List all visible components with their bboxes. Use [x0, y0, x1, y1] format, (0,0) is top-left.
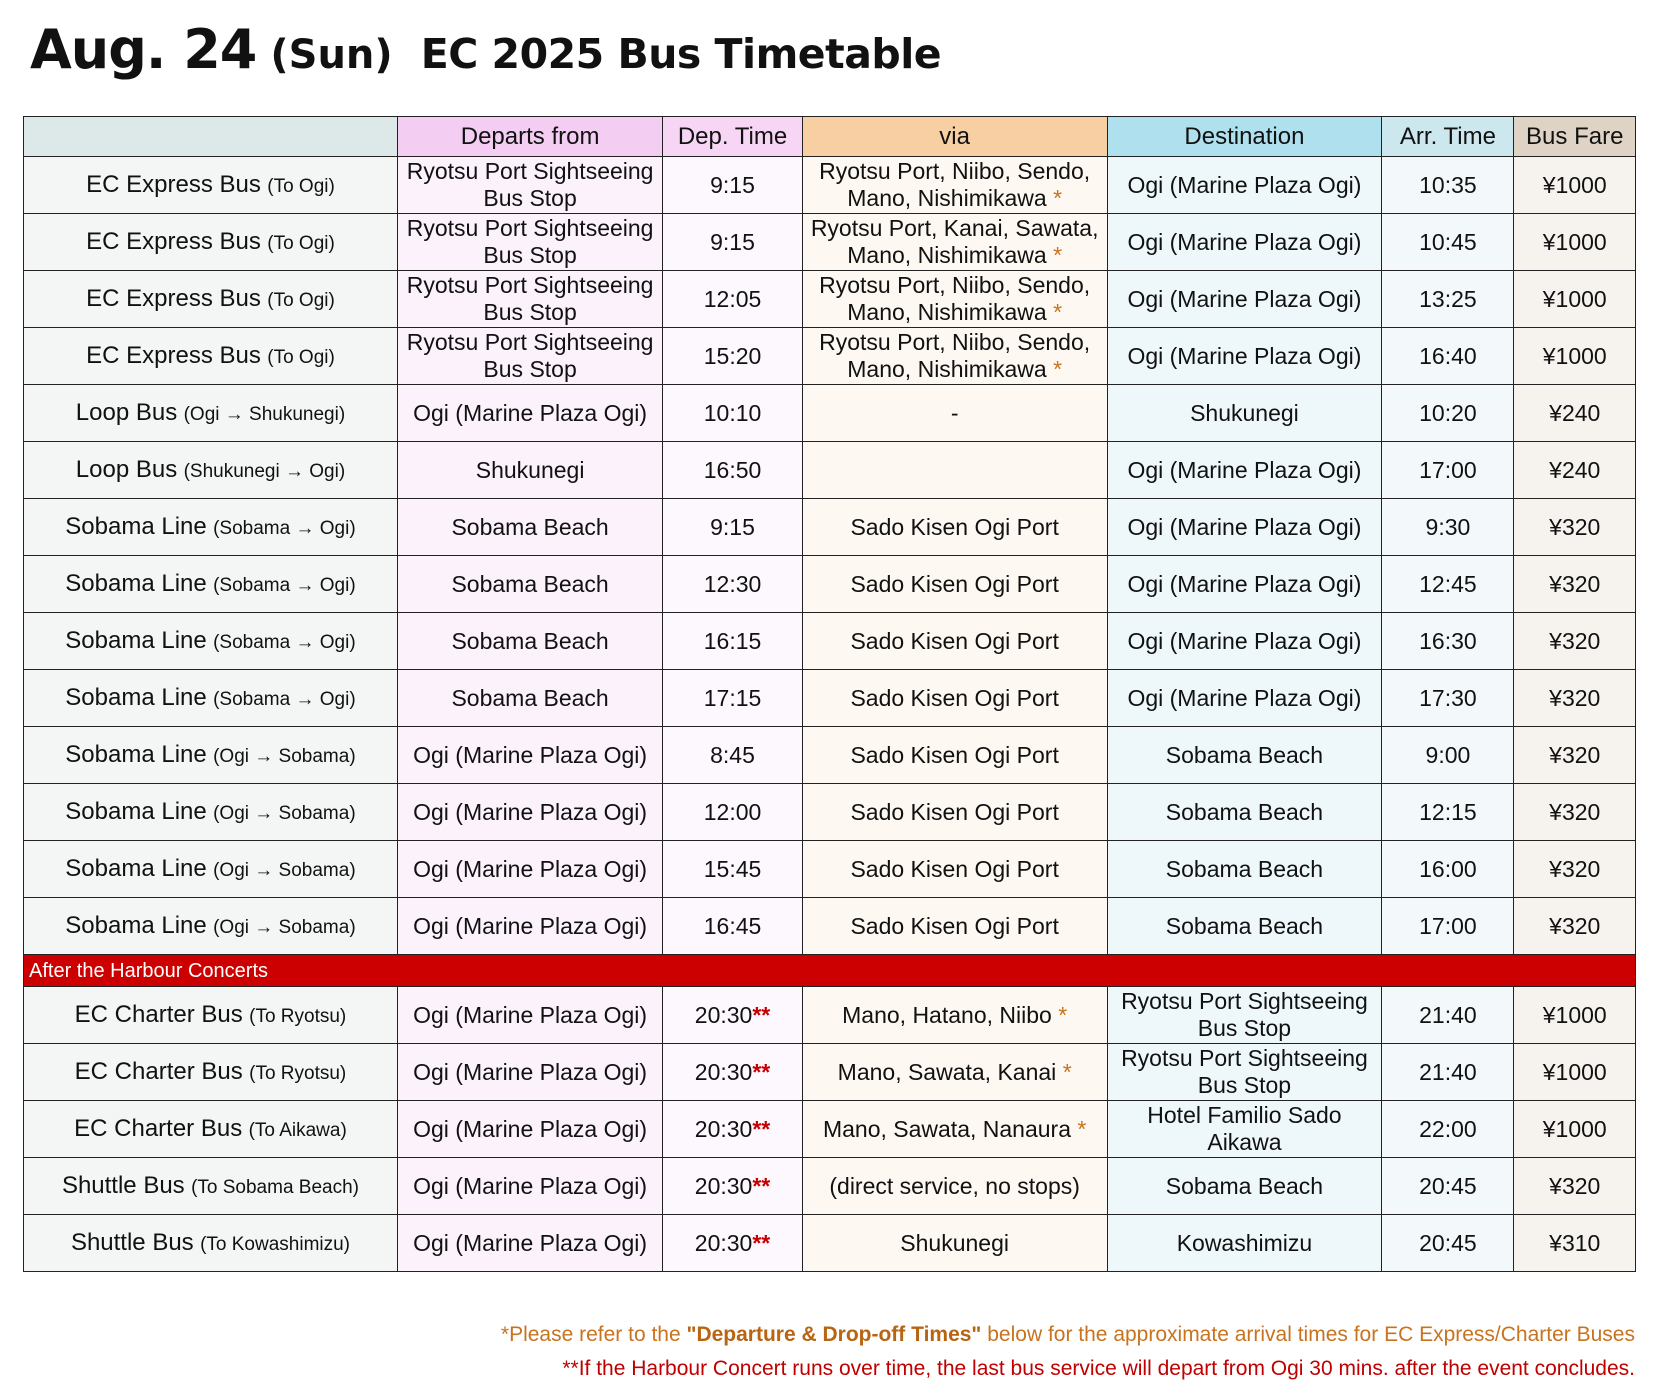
destination-cell: Ogi (Marine Plaza Ogi) — [1107, 271, 1382, 328]
route-direction: (Ogi → Sobama) — [213, 916, 356, 938]
route-direction: (To Sobama Beach) — [191, 1176, 359, 1198]
route-direction: (Ogi → Sobama) — [213, 745, 356, 767]
via-stops: Sado Kisen Ogi Port — [850, 912, 1059, 939]
dep-time-cell — [663, 214, 803, 271]
route-direction: (Ogi → Shukunegi) — [183, 403, 346, 425]
route-direction: (To Ogi) — [267, 346, 335, 368]
destination-cell: Ogi (Marine Plaza Ogi) — [1107, 157, 1382, 214]
departs-from-cell: Sobama Beach — [397, 499, 662, 556]
via-mark: * — [1077, 1115, 1087, 1142]
route-cell — [24, 898, 398, 955]
route-direction: (To Ogi) — [267, 232, 335, 254]
dep-time-cell — [663, 613, 803, 670]
dep-time-cell — [663, 670, 803, 727]
route-cell — [24, 987, 398, 1044]
departs-from-cell: Sobama Beach — [397, 613, 662, 670]
table-row — [24, 1215, 1636, 1272]
departs-from-cell: Ogi (Marine Plaza Ogi) — [397, 1215, 662, 1272]
via-stops: - — [950, 399, 959, 426]
via-cell — [802, 499, 1107, 556]
destination-cell: Ogi (Marine Plaza Ogi) — [1107, 214, 1382, 271]
route-direction: (Sobama → Ogi) — [213, 631, 356, 653]
route-cell — [24, 613, 398, 670]
via-stops: Ryotsu Port, Niibo, Sendo, Mano, Nishimikawa — [819, 272, 1091, 325]
arr-time-cell: 17:30 — [1382, 670, 1514, 727]
route-direction: (Sobama → Ogi) — [213, 688, 356, 710]
via-stops: Sado Kisen Ogi Port — [850, 684, 1059, 711]
timetable-body — [24, 157, 1636, 1272]
via-stops: Sado Kisen Ogi Port — [850, 570, 1059, 597]
via-cell — [802, 556, 1107, 613]
destination-cell: Sobama Beach — [1107, 784, 1382, 841]
route-name: Loop Bus — [75, 398, 178, 426]
via-stops: Mano, Sawata, Kanai — [837, 1058, 1057, 1085]
route-cell — [24, 271, 398, 328]
destination-cell: Ogi (Marine Plaza Ogi) — [1107, 613, 1382, 670]
route-cell — [24, 1158, 398, 1215]
route-cell — [24, 499, 398, 556]
via-cell — [802, 328, 1107, 385]
route-direction: (To Aikawa) — [248, 1119, 347, 1141]
route-name: EC Charter Bus — [74, 1000, 243, 1028]
via-mark: * — [1062, 1058, 1072, 1085]
route-name: Sobama Line — [65, 797, 207, 825]
route-name: Sobama Line — [65, 854, 207, 882]
departs-from-cell: Ryotsu Port Sightseeing Bus Stop — [397, 271, 662, 328]
bus-fare-cell: ¥1000 — [1514, 987, 1636, 1044]
footnote-arrival-times: *Please refer to the "Departure & Drop-off Times" below for the approximate arrival times for EC Express/Charter Buses — [500, 1323, 1635, 1346]
bus-fare-cell: ¥1000 — [1514, 1101, 1636, 1158]
dep-time-cell — [663, 157, 803, 214]
route-cell — [24, 328, 398, 385]
via-stops: Sado Kisen Ogi Port — [850, 741, 1059, 768]
dep-time-cell — [663, 898, 803, 955]
table-row — [24, 784, 1636, 841]
via-stops: Sado Kisen Ogi Port — [850, 513, 1059, 540]
arr-time-cell: 21:40 — [1382, 1044, 1514, 1101]
departs-from-cell: Ryotsu Port Sightseeing Bus Stop — [397, 328, 662, 385]
destination-cell: Ogi (Marine Plaza Ogi) — [1107, 556, 1382, 613]
route-name: EC Express Bus — [86, 341, 261, 369]
route-name: Sobama Line — [65, 911, 207, 939]
bus-fare-cell: ¥320 — [1514, 670, 1636, 727]
dep-time: 15:45 — [703, 855, 762, 882]
dep-time-cell — [663, 1044, 803, 1101]
bus-fare-cell: ¥1000 — [1514, 157, 1636, 214]
dep-time-mark: ** — [752, 1001, 771, 1028]
bus-fare-cell: ¥310 — [1514, 1215, 1636, 1272]
arr-time-cell: 10:45 — [1382, 214, 1514, 271]
destination-cell: Ogi (Marine Plaza Ogi) — [1107, 670, 1382, 727]
route-direction: (Ogi → Sobama) — [213, 802, 356, 824]
dep-time-cell — [663, 727, 803, 784]
table-row — [24, 499, 1636, 556]
destination-cell: Shukunegi — [1107, 385, 1382, 442]
section-label: After the Harbour Concerts — [24, 955, 1636, 987]
via-cell — [802, 898, 1107, 955]
route-cell — [24, 841, 398, 898]
destination-cell: Hotel Familio Sado Aikawa — [1107, 1101, 1382, 1158]
route-cell — [24, 1044, 398, 1101]
via-cell — [802, 784, 1107, 841]
dep-time: 16:50 — [703, 456, 762, 483]
via-stops: Ryotsu Port, Niibo, Sendo, Mano, Nishimikawa — [819, 158, 1091, 211]
via-cell — [802, 670, 1107, 727]
via-cell — [802, 841, 1107, 898]
destination-cell: Ryotsu Port Sightseeing Bus Stop — [1107, 1044, 1382, 1101]
route-cell — [24, 385, 398, 442]
table-row — [24, 1158, 1636, 1215]
arr-time-cell: 16:00 — [1382, 841, 1514, 898]
destination-cell: Sobama Beach — [1107, 1158, 1382, 1215]
via-cell — [802, 271, 1107, 328]
bus-fare-cell: ¥320 — [1514, 898, 1636, 955]
table-row — [24, 727, 1636, 784]
table-row — [24, 385, 1636, 442]
route-direction: (Shukunegi → Ogi) — [183, 460, 346, 482]
arr-time-cell: 9:30 — [1382, 499, 1514, 556]
departs-from-cell: Ogi (Marine Plaza Ogi) — [397, 898, 662, 955]
arr-time-cell: 20:45 — [1382, 1215, 1514, 1272]
dep-time-cell — [663, 1158, 803, 1215]
via-mark: * — [1058, 1001, 1068, 1028]
via-stops: Mano, Sawata, Nanaura — [822, 1115, 1071, 1142]
bus-fare-cell: ¥1000 — [1514, 328, 1636, 385]
arr-time-cell: 13:25 — [1382, 271, 1514, 328]
footnote-concert-overtime: **If the Harbour Concert runs over time, the last bus service will depart from Ogi 30 mins. after the event concludes. — [562, 1357, 1635, 1380]
departs-from-cell: Shukunegi — [397, 442, 662, 499]
section-row — [24, 955, 1636, 987]
route-name: EC Express Bus — [86, 170, 261, 198]
table-row — [24, 1101, 1636, 1158]
route-direction: (To Ogi) — [267, 289, 335, 311]
route-cell — [24, 1215, 398, 1272]
bus-fare-cell: ¥240 — [1514, 442, 1636, 499]
dep-time-mark: ** — [752, 1058, 771, 1085]
route-cell — [24, 727, 398, 784]
bus-fare-cell: ¥320 — [1514, 841, 1636, 898]
route-direction: (Ogi → Sobama) — [213, 859, 356, 881]
dep-time: 16:15 — [703, 627, 762, 654]
table-row — [24, 898, 1636, 955]
dep-time: 12:05 — [703, 285, 762, 312]
dep-time: 20:30 — [694, 1058, 753, 1085]
arr-time-cell: 16:40 — [1382, 328, 1514, 385]
bus-fare-cell: ¥320 — [1514, 556, 1636, 613]
dep-time-cell — [663, 442, 803, 499]
via-stops: (direct service, no stops) — [829, 1172, 1080, 1199]
dep-time-cell — [663, 271, 803, 328]
route-name: Shuttle Bus — [61, 1171, 185, 1199]
table-row — [24, 442, 1636, 499]
table-row — [24, 987, 1636, 1044]
arr-time-cell: 10:20 — [1382, 385, 1514, 442]
header-route — [24, 117, 398, 157]
via-mark: * — [1053, 185, 1063, 211]
route-cell — [24, 442, 398, 499]
dep-time-cell — [663, 1215, 803, 1272]
route-cell — [24, 784, 398, 841]
via-cell — [802, 1215, 1107, 1272]
via-stops: Sado Kisen Ogi Port — [850, 627, 1059, 654]
header-via: via — [802, 117, 1107, 157]
table-row — [24, 841, 1636, 898]
destination-cell: Sobama Beach — [1107, 841, 1382, 898]
dep-time: 9:15 — [710, 228, 755, 255]
header-arr-time: Arr. Time — [1382, 117, 1514, 157]
route-name: EC Express Bus — [86, 284, 261, 312]
route-cell — [24, 556, 398, 613]
arr-time-cell: 9:00 — [1382, 727, 1514, 784]
via-stops: Sado Kisen Ogi Port — [850, 855, 1059, 882]
departs-from-cell: Ryotsu Port Sightseeing Bus Stop — [397, 157, 662, 214]
bus-fare-cell: ¥320 — [1514, 613, 1636, 670]
dep-time-cell — [663, 987, 803, 1044]
dep-time: 9:15 — [710, 171, 755, 198]
destination-cell: Ryotsu Port Sightseeing Bus Stop — [1107, 987, 1382, 1044]
header-row — [24, 117, 1636, 157]
route-direction: (Sobama → Ogi) — [213, 574, 356, 596]
arr-time-cell: 12:45 — [1382, 556, 1514, 613]
table-row — [24, 556, 1636, 613]
bus-fare-cell: ¥240 — [1514, 385, 1636, 442]
dep-time: 8:45 — [710, 741, 755, 768]
via-cell — [802, 1044, 1107, 1101]
page-title — [30, 18, 941, 88]
via-cell — [802, 442, 1107, 499]
departs-from-cell: Ogi (Marine Plaza Ogi) — [397, 987, 662, 1044]
dep-time: 17:15 — [703, 684, 762, 711]
table-row — [24, 157, 1636, 214]
via-stops: Sado Kisen Ogi Port — [850, 798, 1059, 825]
via-cell — [802, 987, 1107, 1044]
dep-time-mark: ** — [752, 1229, 771, 1256]
table-row — [24, 1044, 1636, 1101]
bus-fare-cell: ¥320 — [1514, 784, 1636, 841]
dep-time-mark: ** — [752, 1172, 771, 1199]
departs-from-cell: Ogi (Marine Plaza Ogi) — [397, 1044, 662, 1101]
via-stops: Mano, Hatano, Niibo — [842, 1001, 1052, 1028]
dep-time-cell — [663, 385, 803, 442]
header-dep-time: Dep. Time — [663, 117, 803, 157]
dep-time-cell — [663, 328, 803, 385]
route-direction: (To Kowashimizu) — [200, 1233, 351, 1255]
departs-from-cell: Ogi (Marine Plaza Ogi) — [397, 1101, 662, 1158]
header-destination: Destination — [1107, 117, 1382, 157]
arr-time-cell: 20:45 — [1382, 1158, 1514, 1215]
arr-time-cell: 16:30 — [1382, 613, 1514, 670]
dep-time: 12:30 — [703, 570, 762, 597]
departs-from-cell: Ogi (Marine Plaza Ogi) — [397, 784, 662, 841]
dep-time: 12:00 — [703, 798, 762, 825]
via-cell — [802, 214, 1107, 271]
bus-fare-cell: ¥1000 — [1514, 214, 1636, 271]
arr-time-cell: 17:00 — [1382, 898, 1514, 955]
route-direction: (To Ryotsu) — [249, 1062, 347, 1084]
destination-cell: Sobama Beach — [1107, 727, 1382, 784]
route-cell — [24, 157, 398, 214]
via-cell — [802, 385, 1107, 442]
dep-time: 10:10 — [703, 399, 762, 426]
header-bus-fare: Bus Fare — [1514, 117, 1636, 157]
destination-cell: Ogi (Marine Plaza Ogi) — [1107, 328, 1382, 385]
dep-time-cell — [663, 556, 803, 613]
dep-time-cell — [663, 499, 803, 556]
dep-time: 20:30 — [694, 1001, 753, 1028]
title-name: EC 2025 Bus Timetable — [420, 30, 942, 78]
via-mark: * — [1053, 356, 1063, 382]
timetable — [23, 116, 1636, 1272]
destination-cell: Ogi (Marine Plaza Ogi) — [1107, 499, 1382, 556]
route-direction: (To Ogi) — [267, 175, 335, 197]
bus-fare-cell: ¥1000 — [1514, 1044, 1636, 1101]
dep-time: 20:30 — [694, 1172, 753, 1199]
destination-cell: Sobama Beach — [1107, 898, 1382, 955]
dep-time: 15:20 — [703, 342, 762, 369]
title-date: Aug. 24 — [30, 18, 257, 81]
route-name: EC Charter Bus — [74, 1114, 243, 1142]
table-row — [24, 271, 1636, 328]
route-name: Sobama Line — [65, 569, 207, 597]
bus-fare-cell: ¥320 — [1514, 727, 1636, 784]
table-row — [24, 670, 1636, 727]
via-cell — [802, 613, 1107, 670]
departs-from-cell: Ogi (Marine Plaza Ogi) — [397, 385, 662, 442]
departs-from-cell: Ogi (Marine Plaza Ogi) — [397, 841, 662, 898]
dep-time: 20:30 — [694, 1115, 753, 1142]
route-name: Sobama Line — [65, 626, 207, 654]
route-name: Sobama Line — [65, 512, 207, 540]
route-direction: (To Ryotsu) — [249, 1005, 347, 1027]
arr-time-cell: 22:00 — [1382, 1101, 1514, 1158]
via-cell — [802, 1101, 1107, 1158]
title-day: (Sun) — [270, 32, 393, 78]
route-cell — [24, 214, 398, 271]
bus-fare-cell: ¥320 — [1514, 1158, 1636, 1215]
via-cell — [802, 157, 1107, 214]
departs-from-cell: Sobama Beach — [397, 670, 662, 727]
departs-from-cell: Ogi (Marine Plaza Ogi) — [397, 727, 662, 784]
route-direction: (Sobama → Ogi) — [213, 517, 356, 539]
arr-time-cell: 12:15 — [1382, 784, 1514, 841]
route-cell — [24, 1101, 398, 1158]
route-name: EC Charter Bus — [74, 1057, 243, 1085]
via-mark: * — [1053, 242, 1063, 268]
destination-cell: Ogi (Marine Plaza Ogi) — [1107, 442, 1382, 499]
route-name: Sobama Line — [65, 740, 207, 768]
dep-time-cell — [663, 1101, 803, 1158]
route-name: Shuttle Bus — [70, 1228, 194, 1256]
destination-cell: Kowashimizu — [1107, 1215, 1382, 1272]
footnote-link-text: "Departure & Drop-off Times" — [686, 1323, 982, 1346]
departs-from-cell: Sobama Beach — [397, 556, 662, 613]
table-row — [24, 328, 1636, 385]
bus-fare-cell: ¥320 — [1514, 499, 1636, 556]
dep-time: 9:15 — [710, 513, 755, 540]
table-row — [24, 613, 1636, 670]
dep-time: 20:30 — [694, 1229, 753, 1256]
departs-from-cell: Ogi (Marine Plaza Ogi) — [397, 1158, 662, 1215]
route-cell — [24, 670, 398, 727]
via-mark: * — [1053, 299, 1063, 325]
dep-time-cell — [663, 784, 803, 841]
dep-time-mark: ** — [752, 1115, 771, 1142]
route-name: Sobama Line — [65, 683, 207, 711]
departs-from-cell: Ryotsu Port Sightseeing Bus Stop — [397, 214, 662, 271]
arr-time-cell: 21:40 — [1382, 987, 1514, 1044]
via-stops: Ryotsu Port, Niibo, Sendo, Mano, Nishimikawa — [819, 329, 1091, 382]
via-stops: Shukunegi — [900, 1229, 1009, 1256]
via-cell — [802, 1158, 1107, 1215]
via-stops: Ryotsu Port, Kanai, Sawata, Mano, Nishimikawa — [810, 215, 1099, 268]
table-row — [24, 214, 1636, 271]
dep-time: 16:45 — [703, 912, 762, 939]
arr-time-cell: 10:35 — [1382, 157, 1514, 214]
route-name: EC Express Bus — [86, 227, 261, 255]
bus-fare-cell: ¥1000 — [1514, 271, 1636, 328]
header-departs-from: Departs from — [397, 117, 662, 157]
via-cell — [802, 727, 1107, 784]
dep-time-cell — [663, 841, 803, 898]
route-name: Loop Bus — [75, 455, 178, 483]
arr-time-cell: 17:00 — [1382, 442, 1514, 499]
